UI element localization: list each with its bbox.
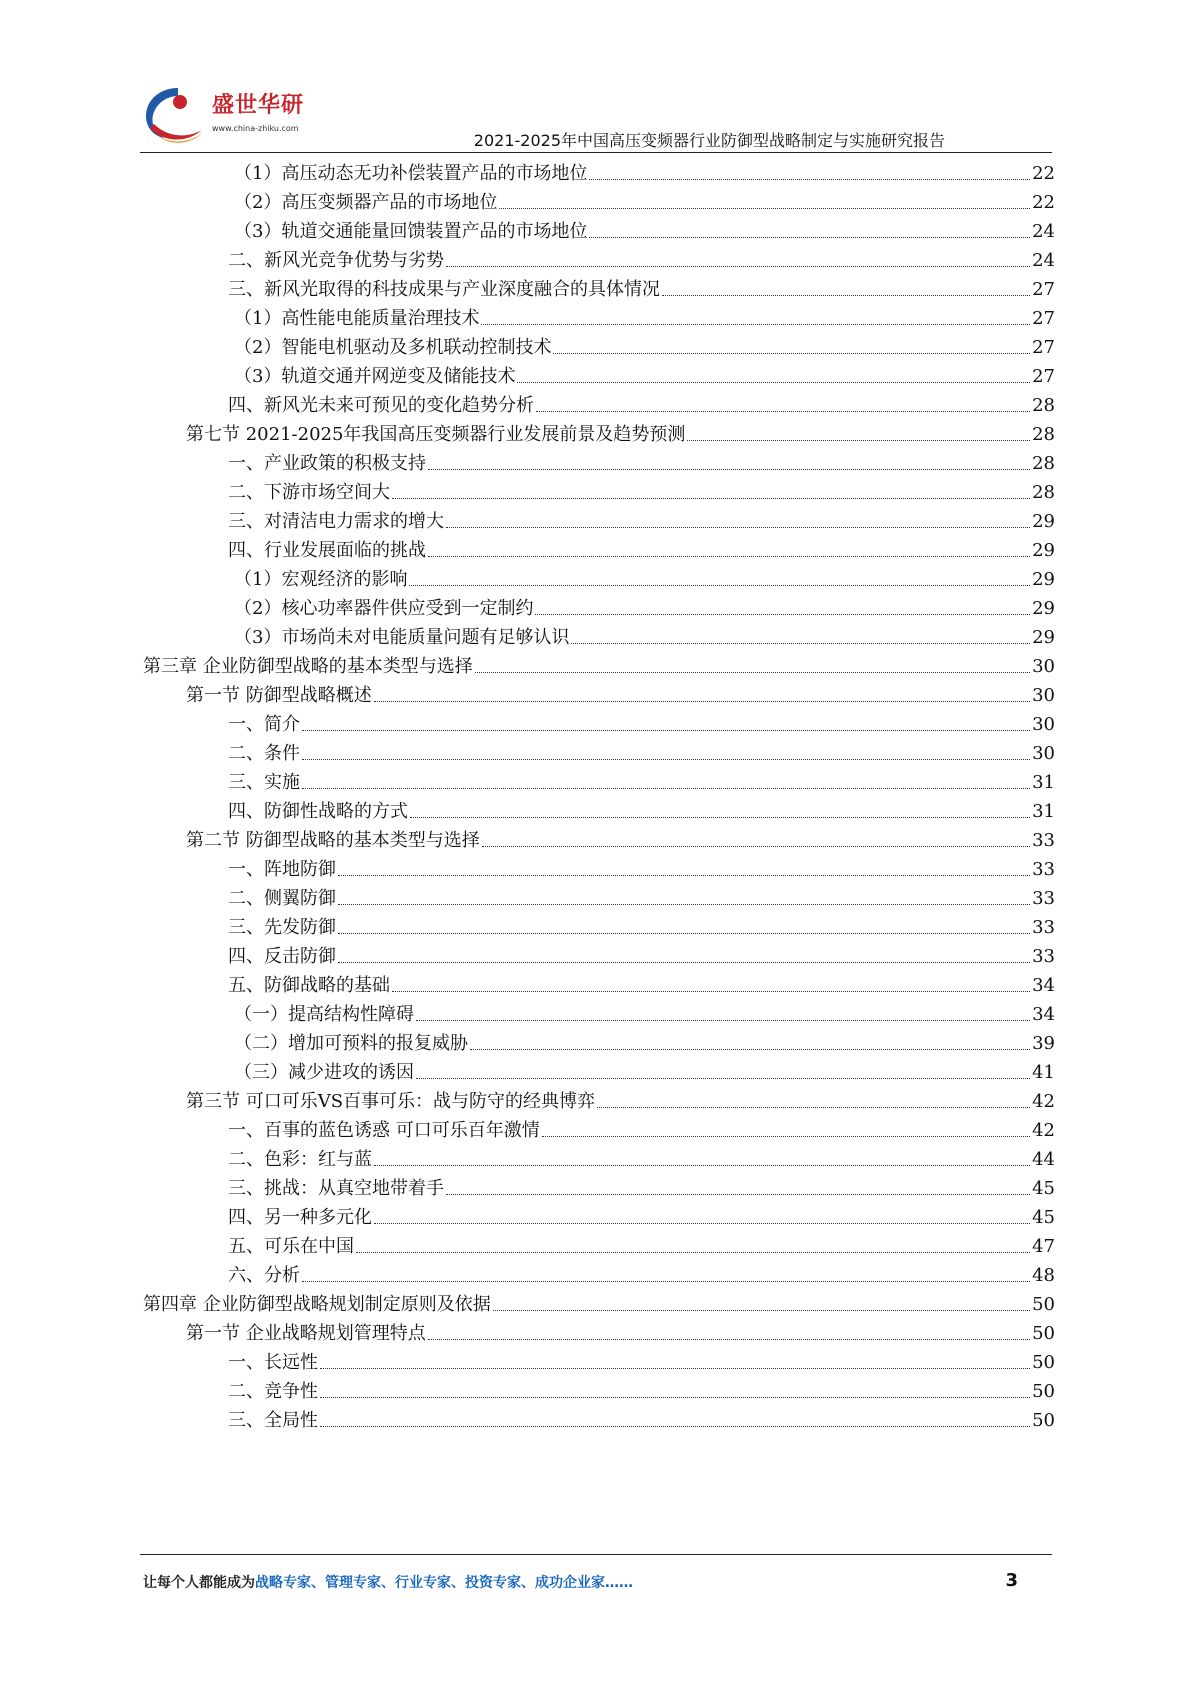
toc-entry[interactable] <box>0 885 1191 913</box>
toc-entry-label: 四、防御性战略的方式 <box>228 801 408 822</box>
toc-leader-dots <box>338 961 1030 963</box>
toc-entry-page: 42 <box>1032 1120 1055 1141</box>
toc-entry-label: 一、长远性 <box>228 1352 318 1373</box>
toc-entry-page: 45 <box>1032 1207 1055 1228</box>
toc-entry-page: 30 <box>1032 656 1055 677</box>
toc-entry-page: 50 <box>1032 1410 1055 1431</box>
footer-slogan-prefix: 让每个人都能成为 <box>143 1575 255 1591</box>
toc-leader-dots <box>687 439 1030 441</box>
toc-entry-label: （三）减少进攻的诱因 <box>234 1062 414 1083</box>
toc-entry[interactable] <box>0 189 1191 217</box>
toc-entry-page: 27 <box>1032 337 1055 358</box>
toc-entry-label: 六、分析 <box>228 1265 300 1286</box>
toc-entry-page: 33 <box>1032 888 1055 909</box>
toc-entry-page: 50 <box>1032 1323 1055 1344</box>
page-footer <box>143 1572 1055 1596</box>
toc-entry[interactable] <box>0 798 1191 826</box>
toc-leader-dots <box>338 932 1030 934</box>
toc-entry[interactable] <box>0 711 1191 739</box>
toc-entry-page: 28 <box>1032 482 1055 503</box>
toc-entry-label: 三、先发防御 <box>228 917 336 938</box>
toc-entry-page: 29 <box>1032 511 1055 532</box>
toc-entry-page: 34 <box>1032 975 1055 996</box>
toc-entry-label: 三、实施 <box>228 772 300 793</box>
toc-entry[interactable] <box>0 653 1191 681</box>
toc-entry-label: 第二节 防御型战略的基本类型与选择 <box>186 830 480 851</box>
toc-entry-label: （一）提高结构性障碍 <box>234 1004 414 1025</box>
toc-leader-dots <box>589 236 1030 238</box>
toc-entry-label: 五、防御战略的基础 <box>228 975 390 996</box>
toc-entry-page: 28 <box>1032 453 1055 474</box>
toc-entry-label: 三、挑战：从真空地带着手 <box>228 1178 444 1199</box>
toc-entry-page: 29 <box>1032 598 1055 619</box>
toc-leader-dots <box>446 265 1030 267</box>
toc-entry[interactable] <box>0 943 1191 971</box>
toc-entry[interactable] <box>0 914 1191 942</box>
toc-entry-label: （3）轨道交通能量回馈装置产品的市场地位 <box>234 221 588 242</box>
toc-entry-label: 四、新风光未来可预见的变化趋势分析 <box>228 395 534 416</box>
toc-leader-dots <box>481 323 1030 325</box>
toc-entry-page: 30 <box>1032 743 1055 764</box>
toc-entry[interactable] <box>0 479 1191 507</box>
toc-leader-dots <box>589 178 1030 180</box>
toc-leader-dots <box>356 1251 1030 1253</box>
toc-entry[interactable] <box>0 1262 1191 1290</box>
toc-entry-label: （1）高压动态无功补偿装置产品的市场地位 <box>234 163 588 184</box>
toc-entry-label: 三、对清洁电力需求的增大 <box>228 511 444 532</box>
toc-entry-label: 第三节 可口可乐VS百事可乐：战与防守的经典博弈 <box>186 1091 596 1112</box>
toc-leader-dots <box>320 1367 1030 1369</box>
toc-entry[interactable] <box>0 537 1191 565</box>
toc-leader-dots <box>416 1077 1030 1079</box>
toc-entry-label: （3）轨道交通并网逆变及储能技术 <box>234 366 516 387</box>
toc-entry-page: 24 <box>1032 221 1055 242</box>
company-logo <box>140 84 330 148</box>
toc-entry-page: 29 <box>1032 627 1055 648</box>
toc-leader-dots <box>320 1425 1030 1427</box>
toc-leader-dots <box>409 584 1030 586</box>
toc-entry-label: （2）高压变频器产品的市场地位 <box>234 192 498 213</box>
toc-entry[interactable] <box>0 769 1191 797</box>
toc-entry-page: 33 <box>1032 946 1055 967</box>
toc-entry-page: 45 <box>1032 1178 1055 1199</box>
toc-entry[interactable] <box>0 276 1191 304</box>
toc-entry-page: 28 <box>1032 395 1055 416</box>
toc-leader-dots <box>553 352 1030 354</box>
toc-leader-dots <box>536 410 1030 412</box>
toc-entry[interactable] <box>0 1146 1191 1174</box>
toc-entry-page: 31 <box>1032 801 1055 822</box>
toc-leader-dots <box>320 1396 1030 1398</box>
toc-entry-label: 二、下游市场空间大 <box>228 482 390 503</box>
toc-entry-page: 41 <box>1032 1062 1055 1083</box>
toc-entry-label: （2）核心功率器件供应受到一定制约 <box>234 598 534 619</box>
toc-leader-dots <box>338 874 1030 876</box>
toc-entry[interactable] <box>0 392 1191 420</box>
toc-entry-page: 22 <box>1032 163 1055 184</box>
toc-entry-label: 二、条件 <box>228 743 300 764</box>
toc-entry[interactable] <box>0 421 1191 449</box>
toc-entry[interactable] <box>0 334 1191 362</box>
toc-entry-page: 50 <box>1032 1352 1055 1373</box>
page-header <box>0 0 1191 160</box>
toc-entry-page: 33 <box>1032 917 1055 938</box>
toc-entry-page: 33 <box>1032 830 1055 851</box>
toc-entry[interactable] <box>0 972 1191 1000</box>
toc-entry-label: 三、新风光取得的科技成果与产业深度融合的具体情况 <box>228 279 660 300</box>
toc-entry[interactable] <box>0 624 1191 652</box>
toc-entry-label: 第三章 企业防御型战略的基本类型与选择 <box>143 656 473 677</box>
footer-slogan-highlight: 战略专家、管理专家、行业专家、投资专家、成功企业家…… <box>255 1575 633 1591</box>
toc-entry-label: 第一节 防御型战略概述 <box>186 685 372 706</box>
toc-entry-page: 33 <box>1032 859 1055 880</box>
toc-entry-label: 五、可乐在中国 <box>228 1236 354 1257</box>
toc-leader-dots <box>374 1164 1030 1166</box>
toc-entry[interactable] <box>0 247 1191 275</box>
toc-entry[interactable] <box>0 1320 1191 1348</box>
toc-leader-dots <box>475 671 1030 673</box>
toc-leader-dots <box>597 1106 1030 1108</box>
toc-entry-page: 24 <box>1032 250 1055 271</box>
toc-leader-dots <box>662 294 1030 296</box>
toc-entry-label: 第四章 企业防御型战略规划制定原则及依据 <box>143 1294 491 1315</box>
toc-leader-dots <box>428 1338 1030 1340</box>
toc-leader-dots <box>517 381 1030 383</box>
toc-entry-label: 一、百事的蓝色诱惑 可口可乐百年激情 <box>228 1120 540 1141</box>
toc-entry-label: 第七节 2021-2025年我国高压变频器行业发展前景及趋势预测 <box>186 424 686 445</box>
toc-entry[interactable] <box>0 508 1191 536</box>
toc-entry[interactable] <box>0 1088 1191 1116</box>
report-title: 2021-2025年中国高压变频器行业防御型战略制定与实施研究报告 <box>473 131 945 150</box>
toc-entry[interactable] <box>0 1349 1191 1377</box>
toc-entry[interactable] <box>0 450 1191 478</box>
toc-entry-label: （3）市场尚未对电能质量问题有足够认识 <box>234 627 570 648</box>
toc-leader-dots <box>338 903 1030 905</box>
toc-entry-page: 27 <box>1032 366 1055 387</box>
toc-entry-label: 三、全局性 <box>228 1410 318 1431</box>
toc-entry-label: 第一节 企业战略规划管理特点 <box>186 1323 426 1344</box>
toc-entry[interactable] <box>0 566 1191 594</box>
page-number: 3 <box>1005 1570 1018 1591</box>
toc-entry[interactable] <box>0 740 1191 768</box>
toc-entry-page: 50 <box>1032 1381 1055 1402</box>
toc-leader-dots <box>302 1280 1030 1282</box>
toc-entry-page: 50 <box>1032 1294 1055 1315</box>
toc-leader-dots <box>374 1222 1030 1224</box>
toc-entry[interactable] <box>0 1291 1191 1319</box>
footer-divider <box>140 1554 1052 1555</box>
toc-leader-dots <box>302 787 1030 789</box>
toc-entry-label: 一、产业政策的积极支持 <box>228 453 426 474</box>
toc-entry-page: 29 <box>1032 540 1055 561</box>
toc-entry-page: 44 <box>1032 1149 1055 1170</box>
toc-entry-page: 47 <box>1032 1236 1055 1257</box>
toc-entry[interactable] <box>0 856 1191 884</box>
toc-entry[interactable] <box>0 1030 1191 1058</box>
toc-entry-label: 二、新风光竞争优势与劣势 <box>228 250 444 271</box>
toc-leader-dots <box>392 497 1030 499</box>
toc-leader-dots <box>446 526 1030 528</box>
toc-leader-dots <box>493 1309 1030 1311</box>
logo-url: www.china-zhiku.com <box>212 124 299 133</box>
toc-leader-dots <box>571 642 1030 644</box>
toc-leader-dots <box>542 1135 1030 1137</box>
toc-entry-label: 二、侧翼防御 <box>228 888 336 909</box>
logo-name: 盛世华研 <box>212 93 305 118</box>
toc-leader-dots <box>416 1019 1030 1021</box>
toc-entry-page: 28 <box>1032 424 1055 445</box>
toc-entry[interactable] <box>0 1204 1191 1232</box>
toc-entry[interactable] <box>0 1407 1191 1435</box>
toc-entry[interactable] <box>0 160 1191 188</box>
toc-entry[interactable] <box>0 827 1191 855</box>
toc-leader-dots <box>470 1048 1030 1050</box>
toc-entry-page: 27 <box>1032 308 1055 329</box>
toc-entry-label: （1）高性能电能质量治理技术 <box>234 308 480 329</box>
toc-leader-dots <box>392 990 1030 992</box>
toc-entry[interactable] <box>0 1001 1191 1029</box>
toc-entry-label: 一、简介 <box>228 714 300 735</box>
toc-entry[interactable] <box>0 1059 1191 1087</box>
toc-entry-page: 42 <box>1032 1091 1055 1112</box>
toc-entry-page: 30 <box>1032 714 1055 735</box>
toc-entry[interactable] <box>0 363 1191 391</box>
toc-entry-label: 四、行业发展面临的挑战 <box>228 540 426 561</box>
toc-entry[interactable] <box>0 218 1191 246</box>
toc-entry[interactable] <box>0 1378 1191 1406</box>
toc-entry-page: 22 <box>1032 192 1055 213</box>
toc-entry[interactable] <box>0 305 1191 333</box>
toc-leader-dots <box>374 700 1030 702</box>
toc-entry-page: 34 <box>1032 1004 1055 1025</box>
toc-entry-page: 27 <box>1032 279 1055 300</box>
toc-leader-dots <box>302 729 1030 731</box>
toc-entry-page: 31 <box>1032 772 1055 793</box>
toc-entry[interactable] <box>0 595 1191 623</box>
toc-leader-dots <box>410 816 1030 818</box>
toc-entry-label: 一、阵地防御 <box>228 859 336 880</box>
toc-leader-dots <box>428 555 1030 557</box>
toc-entry-label: 二、竞争性 <box>228 1381 318 1402</box>
toc-entry-label: 二、色彩：红与蓝 <box>228 1149 372 1170</box>
toc-leader-dots <box>428 468 1030 470</box>
header-divider <box>140 152 1052 153</box>
toc-entry-page: 39 <box>1032 1033 1055 1054</box>
toc-entry-page: 29 <box>1032 569 1055 590</box>
toc-entry-label: （二）增加可预料的报复威胁 <box>234 1033 468 1054</box>
toc-leader-dots <box>499 207 1030 209</box>
toc-leader-dots <box>446 1193 1030 1195</box>
logo-mark-icon <box>140 84 210 148</box>
toc-leader-dots <box>302 758 1030 760</box>
toc-entry-label: 四、另一种多元化 <box>228 1207 372 1228</box>
toc-entry[interactable] <box>0 1175 1191 1203</box>
toc-entry-label: （1）宏观经济的影响 <box>234 569 408 590</box>
toc-entry-page: 48 <box>1032 1265 1055 1286</box>
toc-leader-dots <box>535 613 1030 615</box>
toc-entry-label: 四、反击防御 <box>228 946 336 967</box>
toc-leader-dots <box>482 845 1030 847</box>
toc-entry-label: （2）智能电机驱动及多机联动控制技术 <box>234 337 552 358</box>
toc-entry[interactable] <box>0 1233 1191 1261</box>
toc-entry[interactable] <box>0 1117 1191 1145</box>
toc-entry-page: 30 <box>1032 685 1055 706</box>
toc-entry[interactable] <box>0 682 1191 710</box>
